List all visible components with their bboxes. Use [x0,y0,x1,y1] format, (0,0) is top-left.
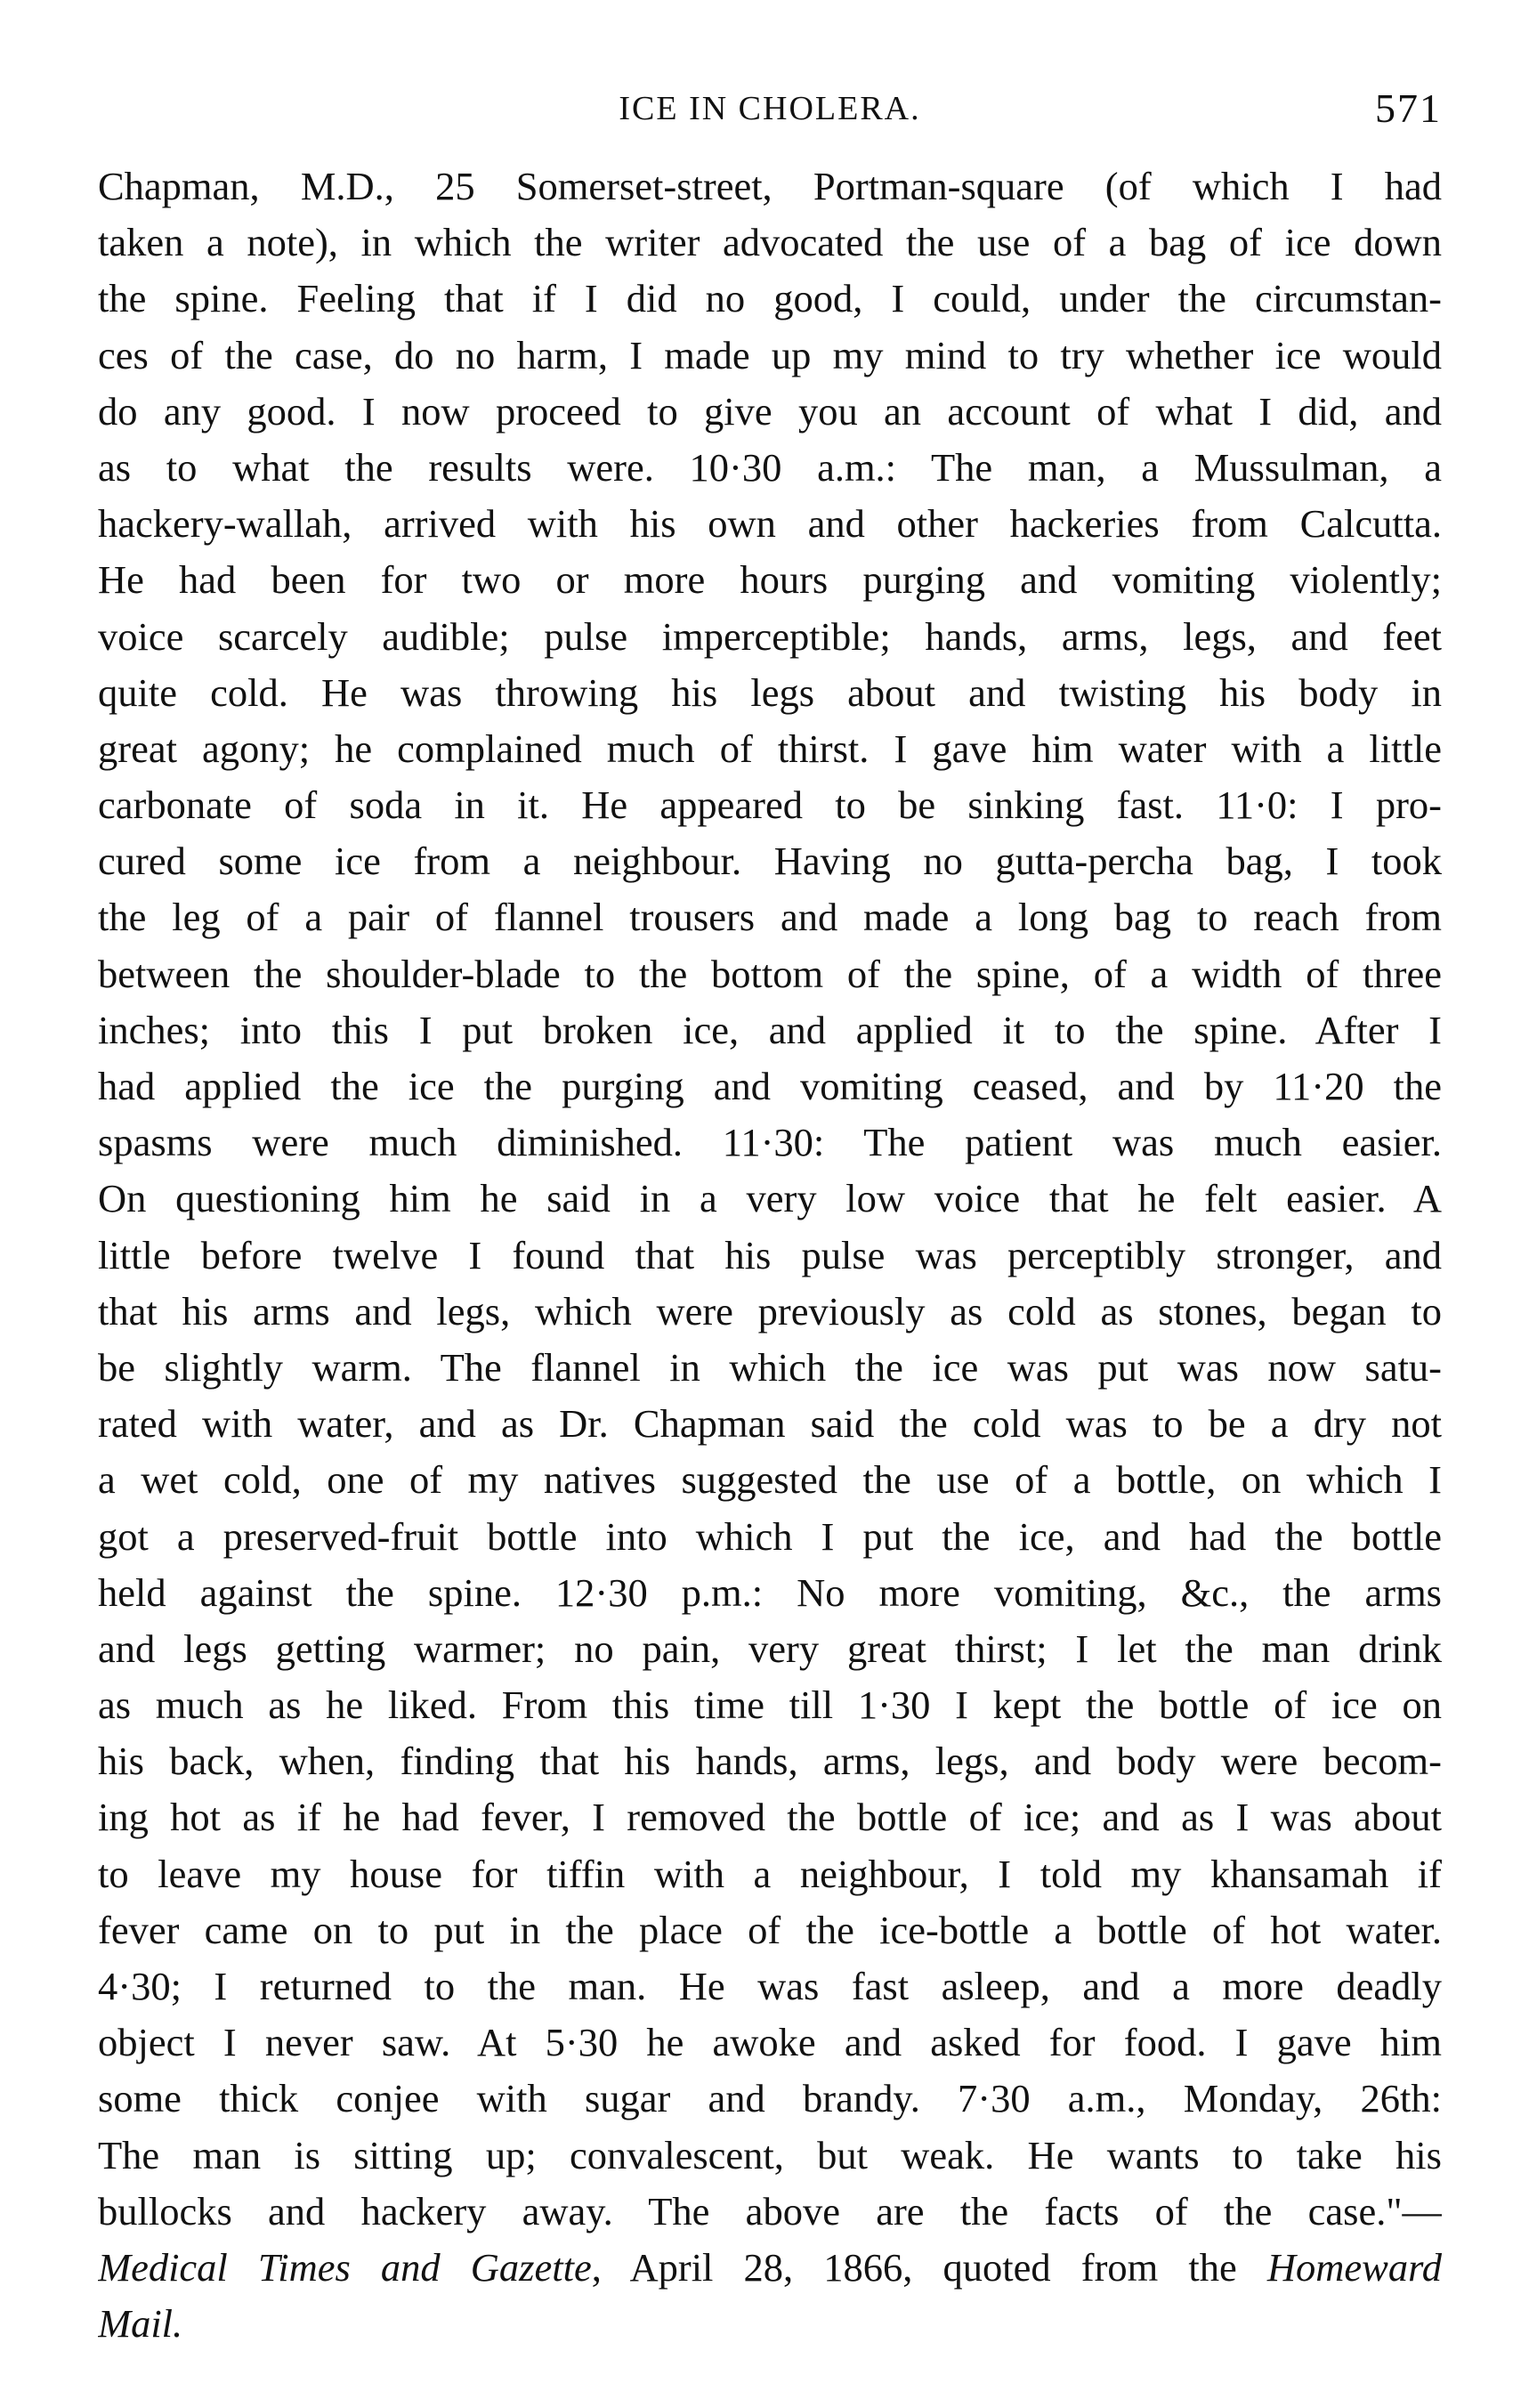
text-line: held against the spine. 12·30 p.m.: No more vomiting, &c., the arms [98,1569,1442,1615]
text-line: rated with water, and as Dr. Chapman said the cold was to be a dry not [98,1401,1442,1447]
text-line: do any good. I now proceed to give you an account of what I did, and [98,388,1442,434]
citation-date: , April 28, 1866, quoted from the [591,2244,1267,2290]
text-line: little before twelve I found that his pulse was perceptibly stronger, and [98,1232,1442,1277]
citation-source: Homeward [1266,2244,1442,2290]
text-line: got a preserved-fruit bottle into which I put the ice, and had the bottle [98,1513,1442,1559]
running-title: ICE IN CHOLERA. [619,90,921,127]
citation-journal: Medical Times and Gazette [98,2244,592,2290]
text-line: hackery-wallah, arrived with his own and other hackeries from Calcutta. [98,501,1442,547]
text-line: spasms were much diminished. 11·30: The patient was much easier. [98,1120,1442,1165]
text-line: ing hot as if he had fever, I removed the bottle of ice; and as I was about [98,1795,1442,1840]
text-line: object I never saw. At 5·30 he awoke and asked for food. I gave him [98,2020,1442,2065]
text-line: 4·30; I returned to the man. He was fast asleep, and a more deadly [98,1964,1442,2008]
text-line: inches; into this I put broken ice, and applied it to the spine. After I [98,1007,1442,1052]
text-line: between the shoulder-blade to the bottom of the spine, of a width of three [98,951,1442,996]
page-header [98,82,1442,135]
text-line: He had been for two or more hours purging and vomiting violently; [98,557,1442,603]
text-line: and legs getting warmer; no pain, very great thirst; I let the man drink [98,1626,1442,1671]
page-number: 571 [1375,85,1442,131]
text-line: had applied the ice the purging and vomiting ceased, and by 11·20 the [98,1064,1442,1108]
body-text [98,158,1442,2352]
citation-line [98,2240,1442,2296]
text-line: his back, when, finding that his hands, arms, legs, and body were becom- [98,1739,1442,1784]
text-line: The man is sitting up; convalescent, but weak. He wants to take his [98,2132,1442,2177]
text-line: taken a note), in which the writer advocated the use of a bag of ice down [98,220,1442,265]
text-line: quite cold. He was throwing his legs about and twisting his body in [98,669,1442,715]
text-line: be slightly warm. The flannel in which the ice was put was now satu- [98,1344,1442,1390]
text-line: some thick conjee with sugar and brandy. 7·30 a.m., Monday, 26th: [98,2076,1442,2121]
citation-source-end: Mail. [98,2301,183,2347]
text-line: cured some ice from a neighbour. Having no gutta-percha bag, I took [98,839,1442,884]
text-line: the spine. Feeling that if I did no good, I could, under the circumstan- [98,276,1442,321]
text-line: Chapman, M.D., 25 Somerset-street, Portman-square (of which I had [98,164,1442,208]
text-line: the leg of a pair of flannel trousers and made a long bag to reach from [98,895,1442,940]
text-line: On questioning him he said in a very low voice that he felt easier. A [98,1176,1442,1221]
text-line: voice scarcely audible; pulse imperceptible; hands, arms, legs, and feet [98,613,1442,659]
text-line: that his arms and legs, which were previously as cold as stones, began to [98,1288,1442,1334]
text-line: to leave my house for tiffin with a neighbour, I told my khansamah if [98,1851,1442,1896]
text-line: a wet cold, one of my natives suggested the use of a bottle, on which I [98,1457,1442,1503]
text-line: fever came on to put in the place of the ice-bottle a bottle of hot water. [98,1907,1442,1952]
text-line: as much as he liked. From this time till 1·30 I kept the bottle of ice on [98,1682,1442,1728]
text-line: great agony; he complained much of thirst. I gave him water with a little [98,726,1442,771]
text-line: as to what the results were. 10·30 a.m.: The man, a Mussulman, a [98,444,1442,490]
text-line: carbonate of soda in it. He appeared to be sinking fast. 11·0: I pro- [98,782,1442,828]
citation-line-end [98,2296,1442,2352]
text-line: bullocks and hackery away. The above are the facts of the case."— [98,2188,1442,2234]
text-line: ces of the case, do no harm, I made up my mind to try whether ice would [98,332,1442,377]
